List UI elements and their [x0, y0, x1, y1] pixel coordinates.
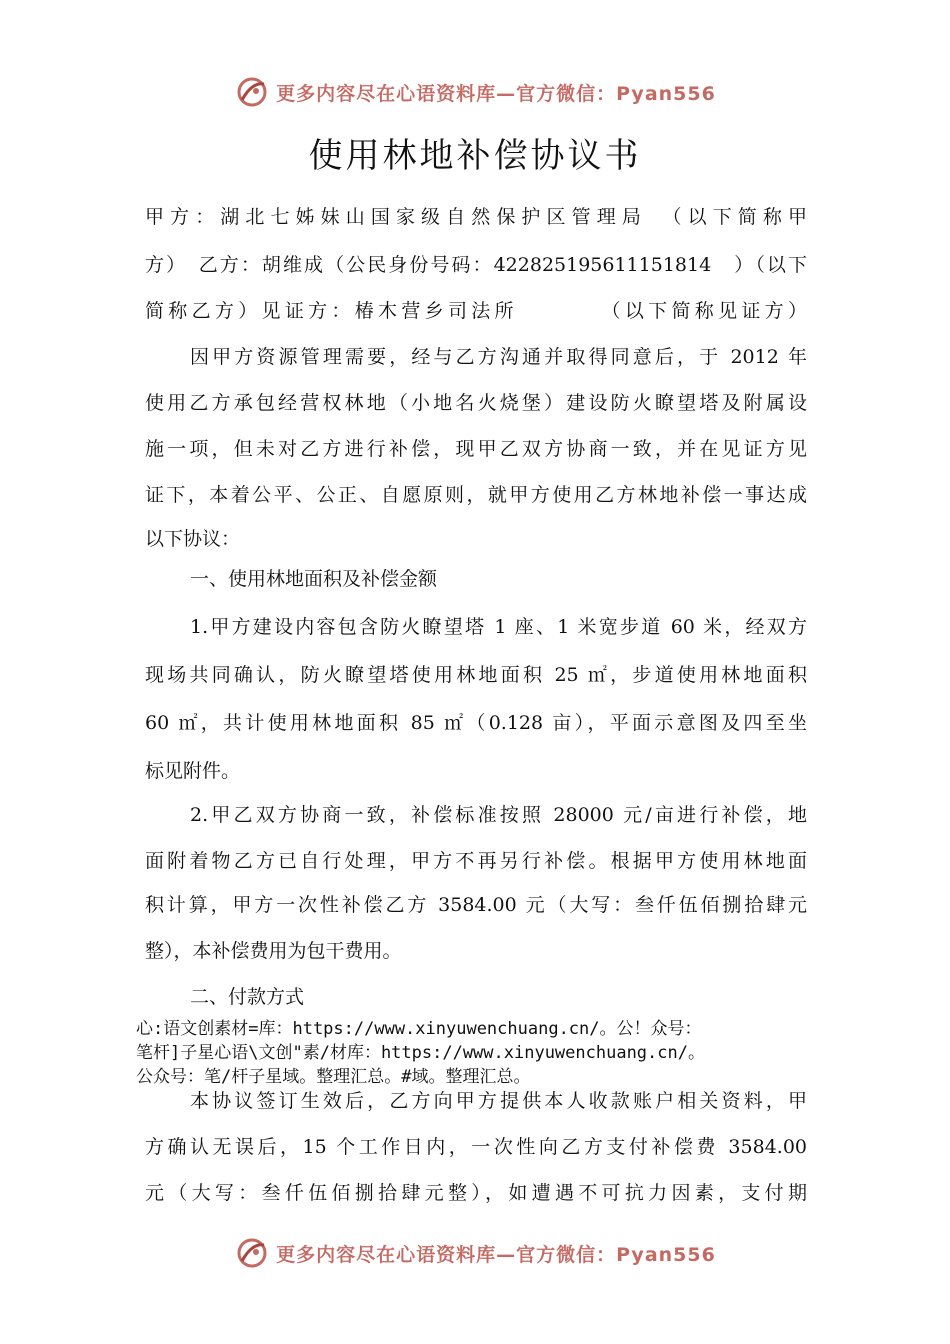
section2-body-line-2: 方确认无误后，15 个工作日内，一次性向乙方支付补偿费 3584.00 [145, 1136, 807, 1158]
library-logo-icon [234, 74, 270, 110]
section2-body-line-1: 本协议签订生效后，乙方向甲方提供本人收款账户相关资料，甲 [190, 1090, 807, 1112]
banner-text: 更多内容尽在心语资料库—官方微信：Pyan556 [276, 82, 716, 105]
section1-item2-line-4: 整），本补偿费用为包干费用。 [145, 940, 402, 962]
section1-item2-line-3: 积计算，甲方一次性补偿乙方 3584.00 元（大写：叁仟伍佰捌拾肆元 [145, 894, 807, 916]
notice-line-3: 公众号：笔/杆子星域。整理汇总。#域。整理汇总。 [136, 1067, 531, 1087]
document-title: 使用林地补偿协议书 [308, 136, 642, 176]
intro-line-3: 施一项，但未对乙方进行补偿，现甲乙双方协商一致，并在见证方见 [145, 438, 807, 460]
section1-heading: 一、使用林地面积及补偿金额 [190, 568, 438, 590]
section1-item2-line-1: 2.甲乙双方协商一致，补偿标准按照 28000 元/亩进行补偿，地 [190, 804, 807, 826]
section1-item1-line-4: 标见附件。 [145, 760, 241, 782]
section1-item1-line-2: 现场共同确认，防火瞭望塔使用林地面积 25 ㎡，步道使用林地面积 [145, 664, 807, 686]
section2-body-line-3: 元（大写：叁仟伍佰捌拾肆元整），如遭遇不可抗力因素，支付期 [145, 1182, 807, 1204]
intro-line-1: 因甲方资源管理需要，经与乙方沟通并取得同意后，于 2012 年 [190, 346, 807, 368]
intro-line-5: 以下协议： [145, 528, 241, 550]
notice-line-1: 心:语文创素材=库：https://www.xinyuwenchuang.cn/。公！众号： [136, 1019, 702, 1039]
parties-line-3: 简称乙方）见证方：椿木营乡司法所 （以下简称见证方） [145, 300, 807, 322]
library-logo-icon [234, 1235, 270, 1271]
section1-item2-line-2: 面附着物乙方已自行处理，甲方不再另行补偿。根据甲方使用林地面 [145, 850, 807, 872]
intro-line-4: 证下，本着公平、公正、自愿原则，就甲方使用乙方林地补偿一事达成 [145, 484, 807, 506]
section1-item1-line-3: 60 ㎡，共计使用林地面积 85 ㎡（0.128 亩），平面示意图及四至坐 [145, 712, 807, 734]
banner-text: 更多内容尽在心语资料库—官方微信：Pyan556 [276, 1243, 716, 1266]
notice-line-2: 笔杆]子星心语\文创"素/材库：https://www.xinyuwenchuang.cn/。 [136, 1043, 705, 1063]
section1-item1-line-1: 1.甲方建设内容包含防火瞭望塔 1 座、1 米宽步道 60 米，经双方 [190, 616, 807, 638]
footer-watermark-banner [0, 1233, 950, 1273]
header-watermark-banner [0, 72, 950, 112]
section2-heading: 二、付款方式 [190, 986, 305, 1008]
intro-line-2: 使用乙方承包经营权林地（小地名火烧堡）建设防火瞭望塔及附属设 [145, 392, 807, 414]
parties-line-2: 方） 乙方：胡维成（公民身份号码：422825195611151814 ）（以下 [145, 254, 807, 276]
parties-line-1: 甲方：湖北七姊妹山国家级自然保护区管理局 （以下简称甲 [145, 206, 807, 228]
